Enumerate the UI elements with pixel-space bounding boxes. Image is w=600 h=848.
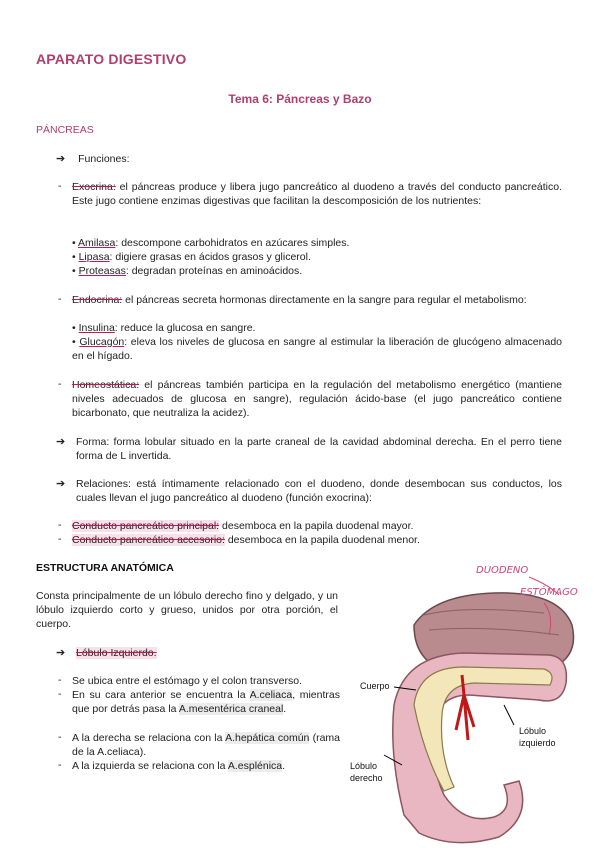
hormone-item: • Glucagón: eleva los niveles de glucosa en sangre al estimular la liberación de glucógeno almacenado en el hígado.	[72, 336, 563, 362]
conducto-item: Conducto pancreático accesorio: desemboca en la papila duodenal menor.	[72, 534, 420, 546]
arrow-icon: ➔	[56, 436, 66, 448]
homeostatica-paragraph	[72, 378, 562, 420]
pancreas-figure	[344, 555, 594, 845]
arrow-icon: ➔	[56, 647, 66, 659]
dash-icon: -	[58, 378, 62, 390]
endocrina-term: Endocrina:	[72, 294, 123, 306]
relaciones-paragraph: Relaciones: está íntimamente relacionado con el duodeno, donde desembocan sus conductos, los cuales llevan el jugo pancreático al duodeno (función exocrina):	[76, 478, 562, 504]
conducto-term: Conducto pancreático principal:	[72, 520, 220, 532]
dash-icon: -	[58, 731, 62, 743]
endocrina-text: el páncreas secreta hormonas directamente en la sangre para regular el metabolismo:	[122, 294, 527, 306]
lobulo-item: Se ubica entre el estómago y el colon transverso.	[72, 675, 302, 687]
section-heading: PÁNCREAS	[36, 124, 94, 136]
dash-icon: -	[58, 759, 62, 771]
enzyme-item: • Amilasa: descompone carbohidratos en azúcares simples.	[72, 237, 350, 249]
dash-icon: -	[58, 688, 62, 700]
enzyme-term: Amilasa	[78, 237, 116, 249]
conducto-term: Conducto pancreático accesorio:	[72, 534, 225, 546]
dash-icon: -	[58, 674, 62, 686]
lobulo-item: A la derecha se relaciona con la A.hepática común (rama de la A.celiaca).	[72, 732, 340, 758]
lobulo-izquierdo-label: Lóbulo izquierdo	[519, 726, 556, 748]
enzyme-term: Proteasas	[78, 265, 126, 277]
enzyme-term: Lipasa	[78, 251, 110, 263]
enzyme-item: • Proteasas: degradan proteínas en aminoácidos.	[72, 265, 303, 277]
lobulo-izquierdo-label: Lóbulo Izquierdo.	[76, 647, 157, 659]
cuerpo-label: Cuerpo	[360, 681, 390, 691]
enzyme-item: • Lipasa: digiere grasas en ácidos grasos y glicerol.	[72, 251, 311, 263]
exocrina-text: el páncreas produce y libera jugo pancreático al duodeno a través del conducto pancreático. Este jugo contiene enzimas digestivas que facilitan la descomposición de los nutrientes:	[72, 181, 562, 207]
hormone-item: • Insulina: reduce la glucosa en sangre.	[72, 322, 256, 334]
hormone-term: Insulina	[78, 322, 115, 334]
dash-icon: -	[58, 293, 62, 305]
dash-icon: -	[58, 533, 62, 545]
lobulo-izquierdo-pointer	[504, 705, 514, 725]
lobulo-item: A la izquierda se relaciona con la A.esplénica.	[72, 760, 286, 772]
estructura-heading: ESTRUCTURA ANATÓMICA	[36, 562, 174, 574]
hormone-term: Glucagón	[79, 336, 125, 348]
pancreas-illustration	[344, 555, 594, 845]
dash-icon: -	[58, 519, 62, 531]
duodeno-label: DUODENO	[476, 565, 529, 576]
homeostatica-text: el páncreas también participa en la regulación del metabolismo energético (mantiene niveles adecuados de glucosa en sangre), regulación ácido-base (el jugo pancreático contiene bicarbonato, que neutraliza la acidez).	[72, 379, 562, 419]
estructura-intro: Consta principalmente de un lóbulo derecho fino y delgado, y un lóbulo izquierdo corto y grueso, unidos por otra porción, el cuerpo.	[36, 590, 338, 630]
exocrina-paragraph	[72, 180, 562, 208]
funciones-row	[56, 152, 130, 166]
estomago-label: ESTÓMAGO	[520, 587, 578, 598]
arrow-icon: ➔	[56, 153, 66, 165]
lobulo-item: En su cara anterior se encuentra la A.celiaca, mientras que por detrás pasa la A.mesentérica craneal.	[72, 689, 340, 715]
conducto-item: Conducto pancreático principal: desemboca en la papila duodenal mayor.	[72, 520, 414, 532]
homeostatica-term: Homeostática:	[72, 379, 140, 391]
topic-title: Tema 6: Páncreas y Bazo	[228, 92, 372, 106]
page-title: APARATO DIGESTIVO	[36, 51, 187, 67]
arrow-icon: ➔	[56, 478, 66, 490]
exocrina-term: Exocrina:	[72, 181, 116, 193]
endocrina-paragraph	[72, 293, 567, 307]
dash-icon: -	[58, 180, 62, 192]
forma-paragraph: Forma: forma lobular situado en la parte craneal de la cavidad abdominal derecha. En el perro tiene forma de L invertida.	[76, 436, 562, 462]
funciones-label: Funciones:	[78, 153, 130, 165]
lobulo-derecho-label: Lóbulo derecho	[350, 761, 383, 783]
